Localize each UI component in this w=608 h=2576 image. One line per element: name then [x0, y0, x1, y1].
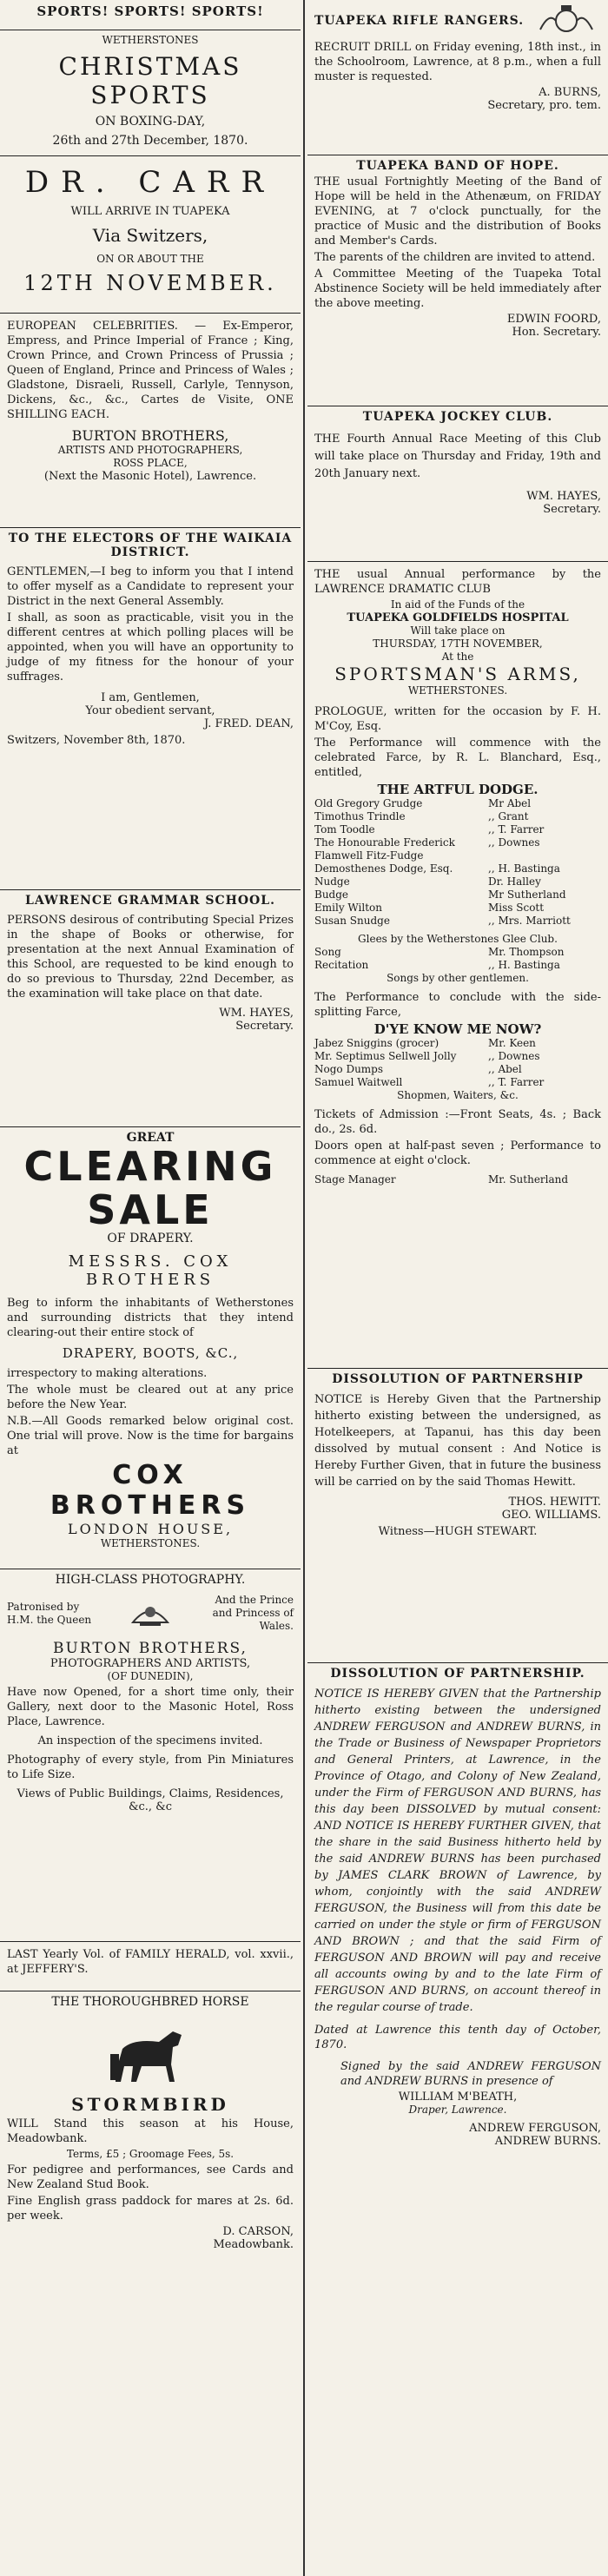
clearing-great: GREAT [126, 1131, 175, 1145]
stormbird-ad [0, 1991, 301, 2576]
cast-actor: Mr Abel [488, 797, 532, 809]
song-label: Song [314, 946, 341, 958]
dissolution2-signed: Signed by the said ANDREW FERGUSON and ANDREW BURNS in presence of [340, 2060, 601, 2088]
jockey-text: THE Fourth Annual Race Meeting of this Club will take place on Thursday and Friday, 19th and 20th January next. [314, 433, 601, 480]
cast-row [314, 1037, 601, 1050]
cast-actor: ,, T. Farrer [488, 1076, 545, 1088]
dramatic-intro: THE usual Annual performance by the LAWRENCE DRAMATIC CLUB [314, 568, 601, 596]
cast-row [314, 862, 601, 875]
dramatic-hospital: TUAPEKA GOLDFIELDS HOSPITAL [347, 611, 569, 624]
clearing-of: OF DRAPERY. [107, 1232, 194, 1245]
herald-text: LAST Yearly Vol. of FAMILY HERALD, vol. xxvii., at JEFFERY'S. [7, 1948, 294, 1976]
stormbird-place: Meadowbank. [213, 2238, 294, 2251]
electors-para2: I shall, as soon as practicable, visit you in the different centres at which polling places will be appointed, when you will have an opportunity to judge of my fitness for the honour of your suffrages. [7, 611, 294, 684]
clearing-text3: The whole must be cleared out at any price before the New Year. [7, 1384, 294, 1411]
cast-role: Nudge [314, 875, 350, 888]
stormbird-pedigree: For pedigree and performances, see Cards and New Zealand Stud Book. [7, 2163, 294, 2191]
electors-close2: Your obedient servant, [85, 704, 215, 717]
rifle-text: RECRUIT DRILL on Friday evening, 18th inst., in the Schoolroom, Lawrence, at 8 p.m., when a full muster is requested. [314, 41, 601, 83]
cast-row [314, 888, 601, 902]
grammar-role: Secretary. [235, 1020, 294, 1033]
electors-ad [0, 528, 301, 890]
stormbird-signed: D. CARSON, [222, 2225, 294, 2238]
stage-label: Stage Manager [314, 1173, 396, 1186]
dissolution-hewitt-ad [307, 1369, 608, 1663]
dissolution1-sig1: THOS. HEWITT. [508, 1496, 601, 1509]
cast-row [314, 1050, 601, 1063]
rifle-signed: A. BURNS, [539, 86, 601, 99]
cast-actor: Miss Scott [488, 902, 545, 914]
grammar-school-ad [0, 890, 301, 1127]
hope-text3: A Committee Meeting of the Tuapeka Total Abstinence Society will be held immediately after the above meeting. [314, 268, 601, 310]
cast-row [314, 902, 601, 915]
song-actor: Mr. Thompson [488, 946, 565, 958]
clearing-text1: Beg to inform the inhabitants of Wetherstones and surrounding districts that they intend clearing-out their entire stock of [7, 1297, 294, 1339]
cast-row [314, 1063, 601, 1076]
cast-actor: ,, T. Farrer [488, 823, 545, 836]
dissolution2-text: NOTICE IS HEREBY GIVEN that the Partnership hitherto existing between the undersigned ANDREW FERGUSON and ANDREW BURNS, in the Trade or Business of Newspaper Proprietors and General Printers, at Lawrence, in the Province of Otago, and Colony of New Zealand, under the Firm of FERGUSON AND BURNS, has this day been DISSOLVED by mutual consent: AND NOTICE IS HEREBY FURTHER GIVEN, that the share in the said Business hitherto held by the said ANDREW BURNS has been purchased by JAMES CLARK BROWN of Lawrence, by whom, conjointly with the said ANDREW FERGUSON, the Business will from this date be carried on under the style or firm of FERGUSON AND BROWN ; and that the said Firm of FERGUSON AND BROWN will pay and receive all accounts owing by and to the late Firm of FERGUSON AND BURNS, on account thereof in the regular course of trade. [314, 1688, 601, 2014]
photo-trade: PHOTOGRAPHERS AND ARTISTS, [50, 1657, 251, 1670]
christmas-sports-ad [0, 30, 301, 156]
grammar-text: PERSONS desirous of contributing Special Prizes in the shape of Books or otherwise, for presentation at the next Annual Examination of this School, are requested to be kind enough to do so previous to Thursday, 22nd December, as the examination will take place on that date. [7, 914, 294, 1001]
royal-crest-icon [124, 1596, 176, 1631]
clearing-nb: N.B.—All Goods remarked below original cost. One trial will prove. Now is the time for bargains at [7, 1415, 294, 1457]
photo-patron-right: And the Prince and Princess of Wales. [212, 1594, 294, 1632]
dr-carr-title: DR. CARR [24, 165, 276, 200]
celebrities-address: (Next the Masonic Hotel), Lawrence. [43, 470, 257, 483]
electors-title: TO THE ELECTORS OF THE WAIKAIA DISTRICT. [8, 532, 293, 559]
dramatic-held: Will take place on [410, 624, 506, 637]
dissolution2-dated: Dated at Lawrence this tenth day of October, 1870. [314, 2024, 601, 2051]
dramatic-at: At the [441, 651, 474, 663]
hope-signed: EDWIN FOORD, [506, 313, 601, 326]
cast-actor: Dr. Halley [488, 875, 541, 888]
recitation-row [314, 959, 601, 972]
celebrities-trade: ARTISTS AND PHOTOGRAPHERS, [57, 444, 243, 456]
cast-row [314, 836, 601, 862]
dissolution2-witness-role: Draper, Lawrence. [408, 2104, 507, 2116]
cast2-list [314, 1037, 601, 1089]
royal-arms-icon [532, 3, 601, 38]
stage-manager-row [314, 1173, 601, 1186]
dramatic-conclude: The Performance to conclude with the side-splitting Farce, [314, 991, 601, 1019]
cast-row [314, 1076, 601, 1089]
dramatic-shopmen: Shopmen, Waiters, &c. [397, 1089, 519, 1101]
band-of-hope-ad [307, 155, 608, 406]
photo-styles: Photography of every style, from Pin Miniatures to Life Size. [7, 1754, 294, 1781]
rifle-header [314, 3, 601, 38]
celebrities-text: EUROPEAN CELEBRITIES. — Ex-Emperor, Empress, and Prince Imperial of France ; King, Crown Prince, and Crown Princess of Prussia ; Queen of England, Prince and Princess of Wales ; Gladstone, Disraeli, Russell, Carlyle, Tennyson, Dickens, &c., &c., Cartes de Visite, ONE SHILLING EACH. [7, 320, 294, 421]
cast-row [314, 875, 601, 888]
dramatic-prologue: PROLOGUE, written for the occasion by F. H. M'Coy, Esq. [314, 705, 601, 733]
dramatic-glees: Glees by the Wetherstones Glee Club. [358, 933, 558, 945]
christmas-dates: 26th and 27th December, 1870. [52, 134, 248, 148]
clearing-brand: COX BROTHERS [50, 1460, 251, 1521]
cast-row [314, 810, 601, 823]
dissolution2-title: DISSOLUTION OF PARTNERSHIP. [330, 1667, 585, 1681]
cast-actor: ,, Abel [488, 1063, 522, 1075]
stage-actor: Mr. Sutherland [488, 1173, 569, 1186]
hope-text1: THE usual Fortnightly Meeting of the Band of Hope will be held in the Athenæum, on FRIDAY EVENING, at 7 o'clock punctually, for the practice of Music and the distribution of Books and Member's Cards. [314, 175, 601, 248]
stormbird-text: WILL Stand this season at his House, Meadowbank. [7, 2117, 294, 2145]
photo-patron-left: Patronised by H.M. the Queen [7, 1600, 92, 1626]
column-divider [303, 0, 305, 2576]
family-herald-ad [0, 1942, 301, 1991]
jockey-role: Secretary. [543, 503, 601, 516]
stormbird-name: STORMBIRD [71, 2094, 229, 2115]
cast-actor: ,, Downes [488, 836, 540, 849]
clearing-title: CLEARING SALE [23, 1143, 277, 1233]
photo-firm: BURTON BROTHERS, [53, 1640, 248, 1657]
cast-actor: ,, H. Bastinga [488, 862, 560, 875]
photography-ad [0, 1569, 301, 1942]
dissolution1-text: NOTICE is Hereby Given that the Partnership hitherto existing between the undersigned, as Hotelkeepers, at Tapanui, has this day been dissolved by mutual consent : And Notice is Hereby Further Given, that in future the business will be carried on by the said Thomas Hewitt. [314, 1393, 601, 1489]
rifle-role: Secretary, pro. tem. [487, 99, 601, 112]
recitation-actor: ,, H. Bastinga [488, 959, 560, 971]
dramatic-perf: The Performance will commence with the celebrated Farce, by R. L. Blanchard, Esq., entitled, [314, 736, 601, 779]
clearing-text2: irrespectory to making alterations. [7, 1367, 208, 1380]
hope-role: Hon. Secretary. [512, 326, 601, 339]
grammar-title: LAWRENCE GRAMMAR SCHOOL. [25, 894, 275, 908]
clearing-firm: MESSRS. COX BROTHERS [68, 1252, 233, 1289]
cast-actor: ,, Grant [488, 810, 529, 822]
rifle-title: TUAPEKA RIFLE RANGERS. [314, 14, 525, 28]
song-row [314, 946, 601, 959]
jockey-signed: WM. HAYES, [526, 490, 601, 503]
cast-actor: Mr Sutherland [488, 888, 566, 901]
dissolution2-sig1: ANDREW FERGUSON, [469, 2122, 601, 2135]
clearing-house: LONDON HOUSE, [67, 1521, 234, 1537]
left-column [0, 0, 301, 2576]
dr-carr-line2: Via Switzers, [92, 225, 208, 246]
electors-dated: Switzers, November 8th, 1870. [7, 734, 186, 747]
cast-role: Timothus Trindle [314, 810, 406, 822]
celebrities-ad [0, 314, 301, 528]
right-column [307, 0, 608, 2576]
electors-para1: GENTLEMEN,—I beg to inform you that I intend to offer myself as a Candidate to represent your District in the next General Assembly. [7, 565, 294, 608]
christmas-intro: WETHERSTONES [102, 34, 199, 46]
dramatic-date: THURSDAY, 17TH NOVEMBER, [373, 637, 543, 650]
cast-list [314, 797, 601, 928]
dramatic-tickets: Tickets of Admission :—Front Seats, 4s. ; Back do., 2s. 6d. [314, 1108, 601, 1136]
cast-actor: Mr. Keen [488, 1037, 536, 1049]
jockey-club-ad [307, 406, 608, 562]
dramatic-play: THE ARTFUL DODGE. [377, 782, 539, 797]
dr-carr-ad [0, 156, 301, 314]
celebrities-place: ROSS PLACE, [113, 457, 188, 469]
christmas-title: CHRISTMAS SPORTS [58, 52, 242, 109]
dissolution1-witness: Witness—HUGH STEWART. [378, 1525, 538, 1538]
cast-actor: ,, Mrs. Marriott [488, 915, 571, 927]
jockey-title: TUAPEKA JOCKEY CLUB. [362, 410, 553, 424]
horse-icon [98, 2012, 202, 2091]
cast-row [314, 915, 601, 928]
photo-title: HIGH-CLASS PHOTOGRAPHY. [55, 1573, 246, 1587]
dissolution2-sig2: ANDREW BURNS. [494, 2135, 601, 2148]
dissolution1-sig2: GEO. WILLIAMS. [501, 1509, 601, 1522]
dramatic-songs: Songs by other gentlemen. [387, 972, 529, 984]
sports-banner-ad [0, 0, 301, 30]
recitation-label: Recitation [314, 959, 369, 971]
electors-close1: I am, Gentlemen, [101, 691, 200, 704]
dr-carr-line4: 12TH NOVEMBER. [23, 271, 277, 295]
dissolution-ferguson-ad [307, 1663, 608, 2576]
dr-carr-line1: WILL ARRIVE IN TUAPEKA [70, 205, 230, 218]
photo-city: (OF DUNEDIN), [107, 1670, 194, 1682]
clearing-goods: DRAPERY, BOOTS, &C., [62, 1345, 239, 1361]
stormbird-paddock: Fine English grass paddock for mares at 2s. 6d. per week. [7, 2195, 294, 2223]
dr-carr-line3: ON OR ABOUT THE [96, 253, 204, 265]
photo-views: Views of Public Buildings, Claims, Residences, &c., &c [17, 1787, 284, 1813]
dramatic-venue: SPORTSMAN'S ARMS, [334, 664, 581, 684]
cast-row [314, 823, 601, 836]
hope-title: TUAPEKA BAND OF HOPE. [356, 159, 559, 173]
cast-role: Jabez Sniggins (grocer) [314, 1037, 439, 1049]
dramatic-town: WETHERSTONES. [407, 684, 508, 697]
cast-role: Samuel Waitwell [314, 1076, 403, 1088]
cast-role: Susan Snudge [314, 915, 390, 927]
dramatic-farce: D'YE KNOW ME NOW? [373, 1021, 542, 1037]
dramatic-aid: In aid of the Funds of the [390, 598, 525, 611]
christmas-when: ON BOXING-DAY, [95, 115, 206, 129]
photo-invite: An inspection of the specimens invited. [37, 1734, 263, 1747]
cast-actor: ,, Downes [488, 1050, 540, 1062]
dramatic-doors: Doors open at half-past seven ; Performance to commence at eight o'clock. [314, 1139, 601, 1167]
clearing-sale-ad [0, 1127, 301, 1569]
cast-role: Nogo Dumps [314, 1063, 384, 1075]
dissolution2-witness: WILLIAM M'BEATH, [398, 2091, 518, 2104]
hope-text2: The parents of the children are invited to attend. [314, 251, 596, 264]
electors-signed: J. FRED. DEAN, [204, 717, 294, 730]
grammar-signed: WM. HAYES, [219, 1007, 294, 1020]
cast-row [314, 797, 601, 810]
dissolution1-title: DISSOLUTION OF PARTNERSHIP [332, 1372, 584, 1386]
dramatic-club-ad [307, 562, 608, 1369]
cast-role: Demosthenes Dodge, Esq. [314, 862, 453, 875]
sports-banner: SPORTS! SPORTS! SPORTS! [36, 3, 264, 19]
celebrities-firm: BURTON BROTHERS, [71, 427, 229, 444]
cast-role: Tom Toodle [314, 823, 375, 836]
stormbird-terms: Terms, £5 ; Groomage Fees, 5s. [66, 2148, 235, 2160]
stormbird-header: THE THOROUGHBRED HORSE [51, 1995, 249, 2009]
photo-patrons [7, 1594, 294, 1633]
cast-role: Mr. Septimus Sellwell Jolly [314, 1050, 457, 1062]
cast-role: Old Gregory Grudge [314, 797, 423, 809]
cast-role: Budge [314, 888, 349, 901]
cast-role: The Honourable Frederick Flamwell Fitz-Fudge [314, 836, 455, 862]
cast-role: Emily Wilton [314, 902, 382, 914]
photo-text: Have now Opened, for a short time only, their Gallery, next door to the Masonic Hotel, Ross Place, Lawrence. [7, 1686, 294, 1728]
rifle-rangers-ad [307, 0, 608, 155]
clearing-town: WETHERSTONES. [100, 1537, 201, 1549]
